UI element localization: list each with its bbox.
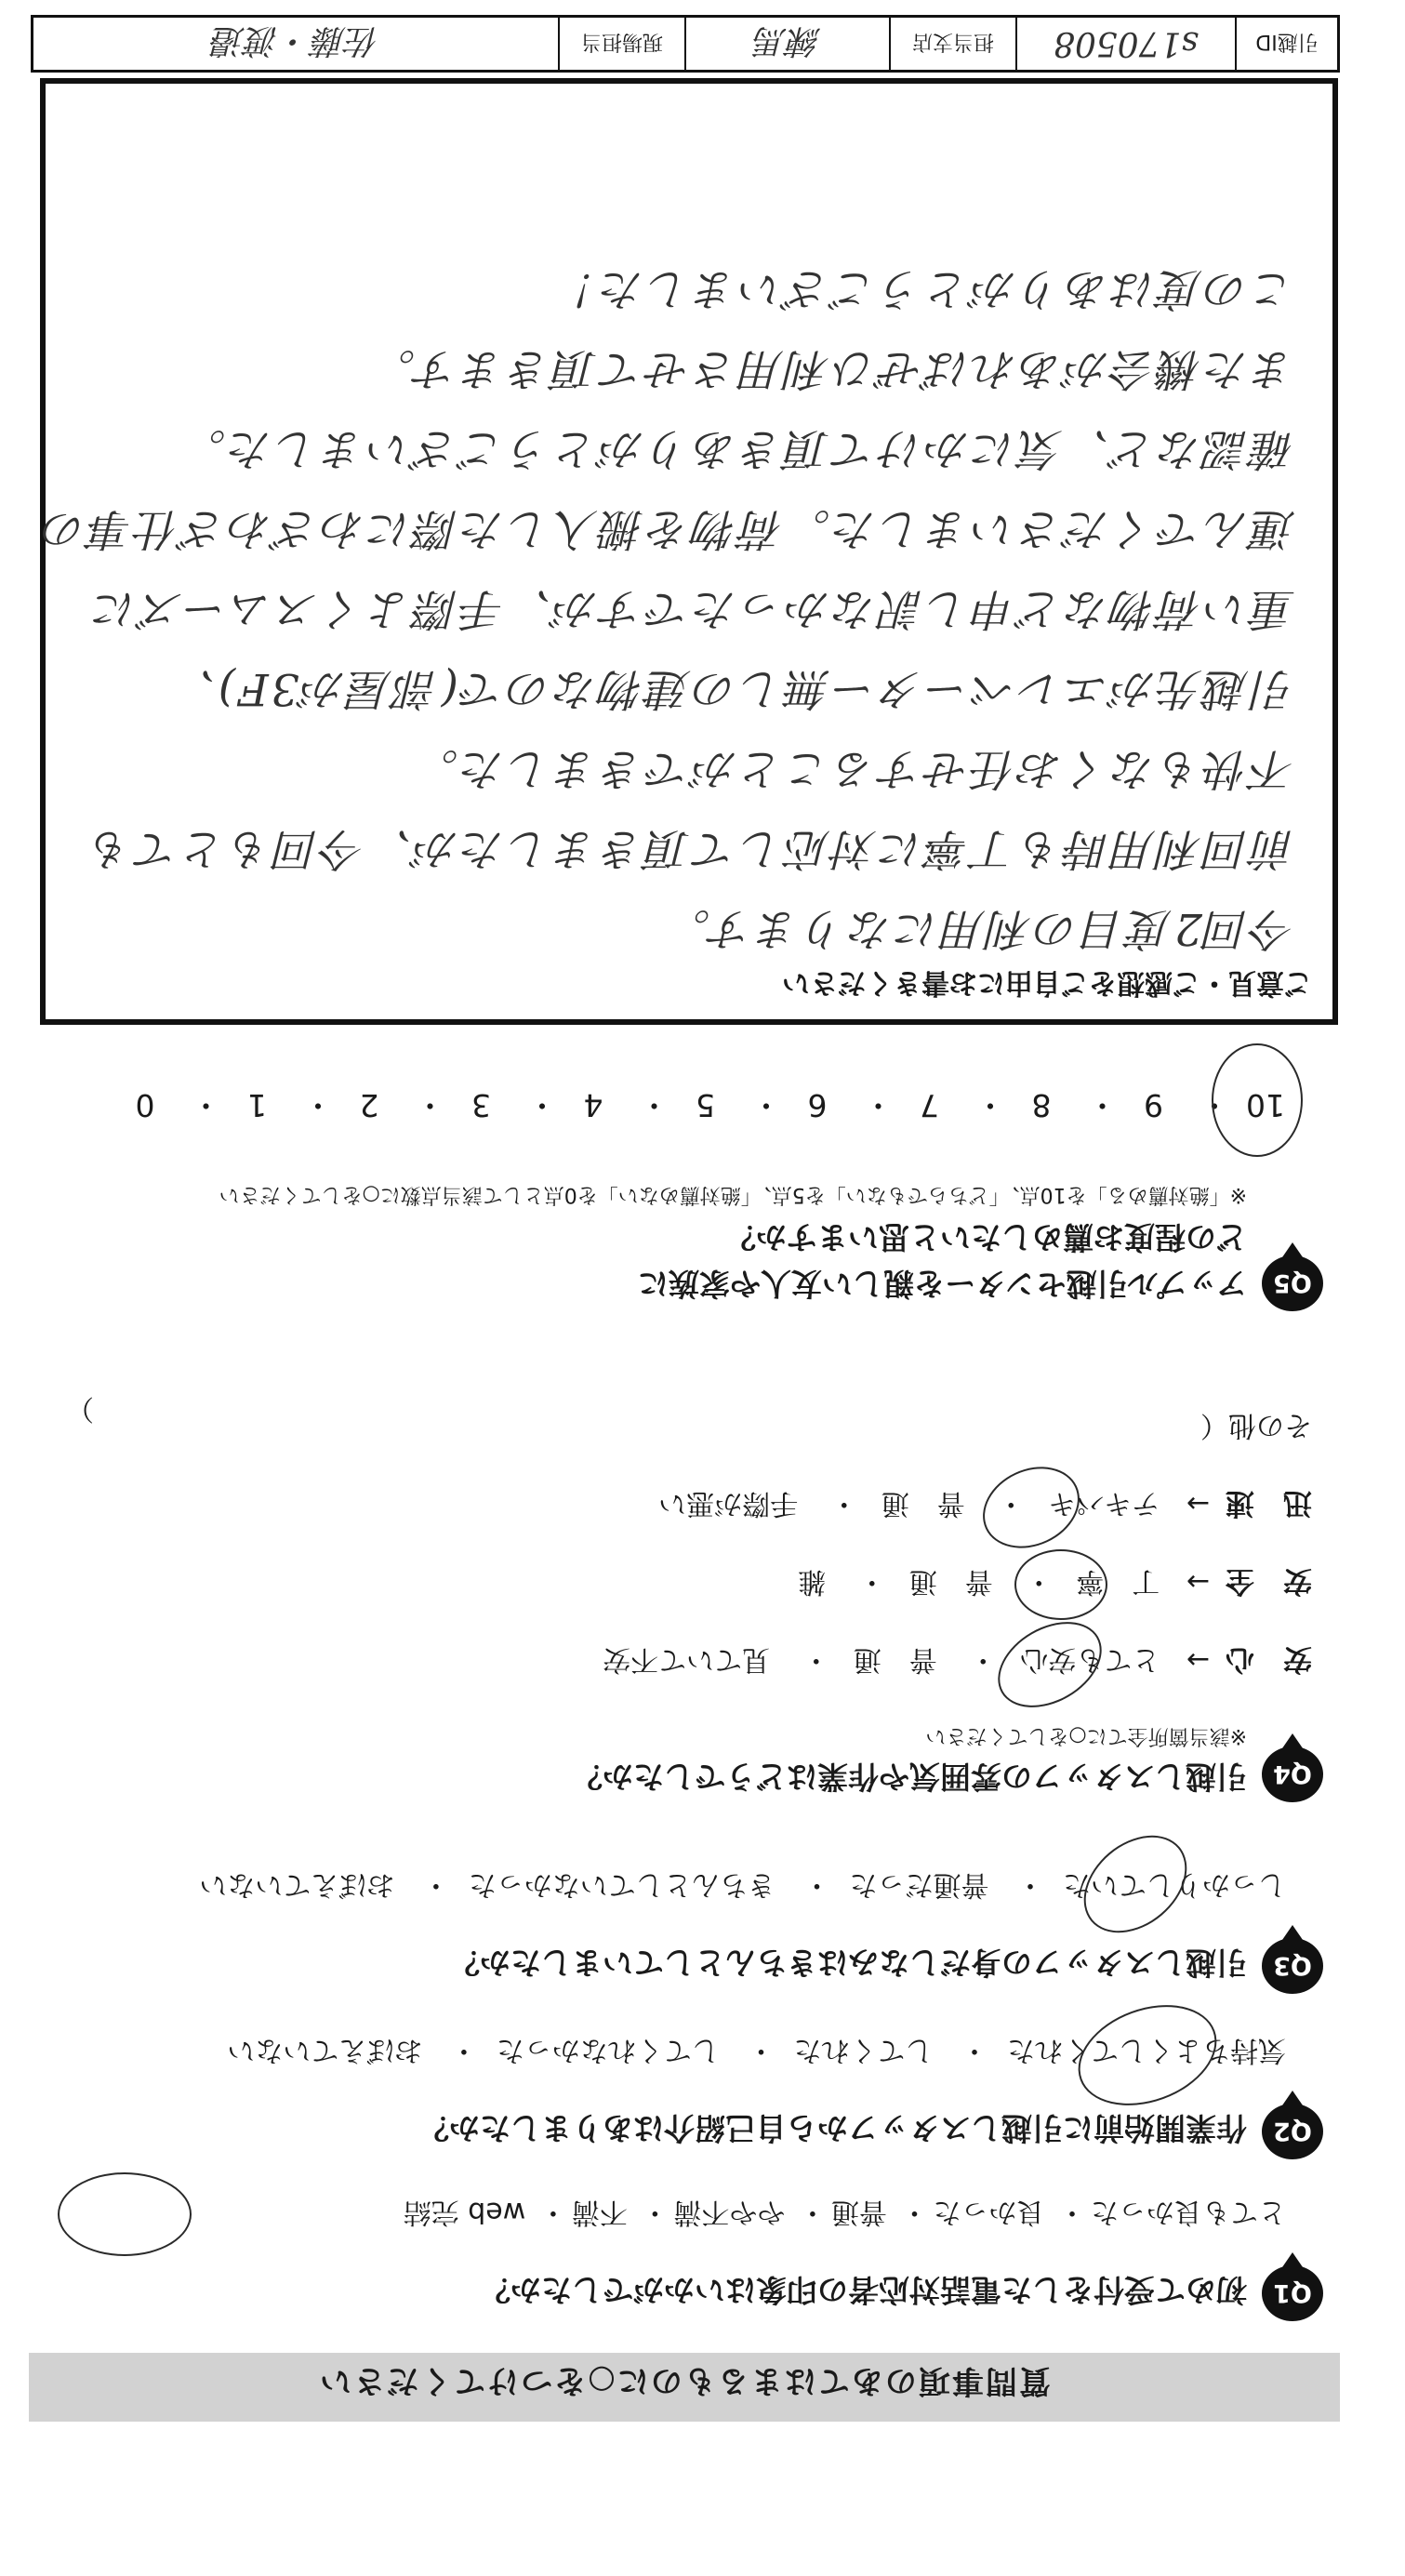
q4-category-options-2: → 丁 寧・ 普 通・ 雑 — [798, 1565, 1210, 1598]
move-id-label: 引越ID — [1235, 18, 1337, 70]
q5-text-line1: アップル引越センターを親しい友人や家族に — [637, 1266, 1247, 1302]
q2-option-4[interactable]: おぼえていない — [227, 2034, 423, 2066]
q5-score-3[interactable]: 3 — [471, 1087, 491, 1123]
q4-category-label-1: 安 心 — [1226, 1642, 1312, 1676]
q2-option-2[interactable]: してくれた — [793, 2034, 934, 2066]
q4-anzen-option-1[interactable]: 丁 寧 — [1076, 1565, 1160, 1598]
q3-option-3[interactable]: きちんとしていなかった — [468, 1868, 775, 1901]
q4-category-options-1: → とても安心・ 普 通・ 見ていて不安 — [603, 1643, 1210, 1676]
q2-options: 気持ちよくしてくれた・ してくれた・ してくれなかった・ おぼえていない — [227, 2034, 1286, 2066]
comments-box[interactable] — [40, 78, 1338, 1025]
q4-category-options-3: → テキパキ・ 普 通・ 手際が悪い — [658, 1487, 1210, 1520]
q5-score-4[interactable]: 4 — [583, 1087, 603, 1123]
q1-text: 初めて受付をした電話対応者の印象はいかがでしたか？ — [480, 2272, 1247, 2308]
q4-jinsoku-option-2[interactable]: 普 通 — [881, 1487, 965, 1520]
q5-score-0[interactable]: 0 — [135, 1087, 155, 1123]
comment-line-2: 前回利用時も丁寧に対応して頂きましたが、今回もとても — [86, 823, 1295, 874]
q4-anshin-option-2[interactable]: 普 通 — [853, 1643, 937, 1676]
q3-option-4[interactable]: おぼえていない — [199, 1868, 395, 1901]
q4-anzen-option-3[interactable]: 雑 — [798, 1565, 827, 1598]
q4-anshin-option-1[interactable]: とても安心 — [1020, 1643, 1160, 1676]
q4-other-close: ） — [66, 1392, 94, 1425]
q3-text: 引越しスタッフの身だしなみはきちんとしていましたか？ — [449, 1945, 1247, 1981]
q5-score-8[interactable]: 8 — [1031, 1087, 1052, 1123]
q4-text: 引越しスタッフの雰囲気や作業はどうでしたか？ — [572, 1759, 1247, 1795]
move-id-value: s170508 — [1015, 18, 1235, 70]
q2-option-3[interactable]: してくれなかった — [496, 2034, 720, 2066]
survey-title-band — [29, 2353, 1340, 2422]
q1-option-1[interactable]: とても良かった — [1091, 2196, 1286, 2228]
q3-badge: Q3 — [1262, 1938, 1323, 1994]
q1-options: とても良かった・ 良かった・ 普通・ やや不満・ 不満・ web 完結 — [403, 2196, 1286, 2228]
q4-jinsoku-option-3[interactable]: 手際が悪い — [658, 1487, 799, 1520]
q5-score-5[interactable]: 5 — [696, 1087, 715, 1123]
q4-note: ※該当箇所全てに○をしてください — [925, 1724, 1247, 1747]
q5-score-10[interactable]: 10 — [1246, 1087, 1285, 1123]
q3-option-2[interactable]: 普通だった — [849, 1868, 989, 1901]
q4-anzen-selection-circle — [1014, 1549, 1107, 1620]
q1-badge: Q1 — [1262, 2265, 1323, 2321]
comment-line-9: この度はありがとうございました！ — [551, 263, 1295, 314]
comment-line-1: 今回2度目の利用になります。 — [663, 903, 1295, 954]
q4-other-field[interactable] — [1200, 1408, 1312, 1449]
survey-title: 質問事項のあてはまるものに○をつけてください — [318, 2362, 1051, 2399]
q1-option-3[interactable]: 普通 — [830, 2196, 887, 2228]
branch-label: 担当支店 — [889, 18, 1015, 70]
q1-option-2[interactable]: 良かった — [933, 2196, 1045, 2228]
staff-label: 現場担当 — [558, 18, 684, 70]
q1-option-5[interactable]: 不満 — [571, 2196, 628, 2228]
q1-option-6[interactable]: web 完結 — [403, 2196, 526, 2228]
comment-line-6: 運んでくださいました。荷物を搬入した際にわざわざ仕事の — [40, 503, 1295, 554]
staff-value: 佐藤・渡邉 — [212, 21, 380, 60]
q5-score-6[interactable]: 6 — [807, 1087, 828, 1123]
q5-badge: Q5 — [1262, 1255, 1323, 1311]
q4-jinsoku-selection-circle — [970, 1452, 1094, 1563]
comment-line-7: 確認など、気にかけて頂きありがとうございました。 — [179, 423, 1295, 474]
q4-anshin-option-3[interactable]: 見ていて不安 — [603, 1643, 771, 1676]
q4-other-label: その他（ — [1200, 1409, 1312, 1441]
q5-scale: 10・ 9・ 8・ 7・ 6・ 5・ 4・ 3・ 2・ 1・ 0 — [119, 1085, 1292, 1129]
q4-badge: Q4 — [1262, 1746, 1323, 1802]
q4-category-label-2: 安 全 — [1226, 1564, 1312, 1598]
q4-anzen-option-2[interactable]: 普 通 — [908, 1565, 993, 1598]
q2-option-1[interactable]: 気持ちよくしてくれた — [1007, 2034, 1286, 2066]
q4-jinsoku-option-1[interactable]: テキパキ — [1048, 1487, 1160, 1520]
q5-note: ※「絶対薦める」を10点、「どちらでもない」を5点、「絶対薦めない」を0点として該当点数に○をしてください — [219, 1183, 1247, 1206]
q5-text-line2: どの程度お薦めしたいと思いますか？ — [725, 1219, 1247, 1255]
staff-info-table — [31, 15, 1340, 73]
q2-badge: Q2 — [1262, 2104, 1323, 2159]
comment-line-3: 不快もなくお任せすることができました。 — [412, 743, 1295, 794]
q3-options: しっかりしていた・ 普通だった・ きちんとしていなかった・ おぼえていない — [199, 1868, 1286, 1901]
comment-line-5: 重い荷物など申し訳なかったですが、手際よくスムーズに — [90, 583, 1295, 634]
branch-value: 練馬 — [684, 18, 889, 70]
comments-title: ご意見・ご感想をご自由にお書きください — [782, 966, 1312, 999]
q5-score-7[interactable]: 7 — [920, 1087, 939, 1123]
q1-option-4[interactable]: やや不満 — [673, 2196, 786, 2228]
q2-text: 作業開始前に引越しスタッフから自己紹介はありましたか？ — [418, 2110, 1247, 2146]
q5-score-1[interactable]: 1 — [247, 1087, 267, 1123]
comment-line-4: 引越先がエレベーター無しの建物なので(部屋が3F)、 — [168, 663, 1295, 714]
q4-anshin-selection-circle — [983, 1604, 1117, 1724]
q5-selection-circle — [1212, 1043, 1303, 1157]
q4-category-label-3: 迅 速 — [1226, 1486, 1312, 1520]
q2-selection-circle — [1065, 1987, 1231, 2124]
q5-score-2[interactable]: 2 — [359, 1087, 379, 1123]
q1-selection-circle — [58, 2172, 192, 2256]
q5-score-9[interactable]: 9 — [1144, 1087, 1163, 1123]
comment-line-8: また機会があればぜひ利用させて頂きます。 — [368, 343, 1295, 394]
q3-option-1[interactable]: しっかりしていた — [1063, 1868, 1286, 1901]
